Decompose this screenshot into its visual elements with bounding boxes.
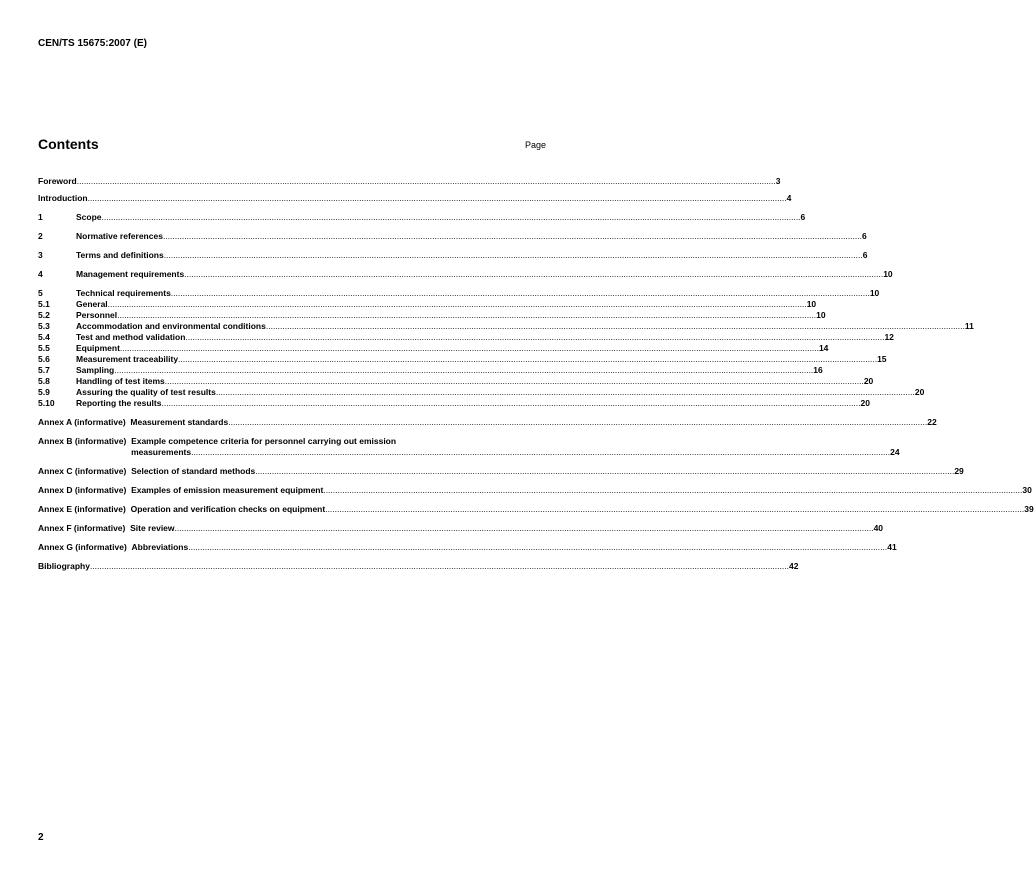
toc-title: Scope <box>76 212 102 222</box>
toc-page-number: 41 <box>887 542 897 552</box>
toc-title: Examples of emission measurement equipment <box>131 485 324 495</box>
toc-page-number: 40 <box>873 523 884 533</box>
toc-annex-label: Annex B (informative) <box>38 436 127 446</box>
toc-entry-section-1[interactable] <box>38 212 806 223</box>
toc-leader-dots <box>117 310 816 321</box>
toc-page-number: 10 <box>806 299 817 309</box>
toc-title-line-2: measurements <box>131 447 192 457</box>
toc-page-number: 29 <box>954 466 964 476</box>
toc-leader-dots <box>255 466 954 477</box>
toc-entry-annex-c[interactable] <box>38 466 964 477</box>
toc-entry-section-5-1[interactable] <box>38 299 817 310</box>
toc-title: Equipment <box>76 343 120 353</box>
toc-leader-dots <box>77 176 776 187</box>
toc-leader-dots <box>184 269 883 280</box>
toc-section-number: 3 <box>38 250 43 260</box>
toc-leader-dots <box>191 447 890 458</box>
toc-title: Handling of test items <box>76 376 165 386</box>
toc-page-number: 39 <box>1024 504 1034 514</box>
toc-section-number: 1 <box>38 212 43 222</box>
toc-leader-dots <box>323 485 1022 496</box>
toc-section-number: 4 <box>38 269 43 279</box>
toc-page-number: 10 <box>883 269 893 279</box>
toc-page-number: 20 <box>860 398 870 408</box>
toc-page-number: 11 <box>964 321 974 331</box>
toc-entry-bibliography[interactable] <box>38 561 799 572</box>
toc-leader-dots <box>88 193 787 204</box>
toc-section-number: 5.3 <box>38 321 50 331</box>
document-id: CEN/TS 15675:2007 (E) <box>38 38 147 49</box>
toc-page-number: 6 <box>800 212 806 222</box>
toc-leader-dots <box>102 212 801 223</box>
toc-page-number: 20 <box>914 387 925 397</box>
toc-leader-dots <box>228 417 927 428</box>
toc-entry-section-5[interactable] <box>38 288 880 299</box>
toc-entry-section-5-9[interactable] <box>38 387 925 398</box>
toc-section-number: 5.7 <box>38 365 50 375</box>
toc-leader-dots <box>90 561 789 572</box>
toc-title: Selection of standard methods <box>131 466 256 476</box>
toc-entry-annex-b[interactable] <box>38 436 900 458</box>
toc-entry-annex-d[interactable] <box>38 485 1032 496</box>
toc-section-number: 5.2 <box>38 310 50 320</box>
toc-page-number: 6 <box>861 231 867 241</box>
toc-leader-dots <box>165 376 864 387</box>
toc-entry-annex-a[interactable] <box>38 417 937 428</box>
toc-section-number: 5.9 <box>38 387 50 397</box>
toc-entry-foreword[interactable] <box>38 176 781 187</box>
toc-title: Personnel <box>76 310 118 320</box>
page-number: 2 <box>38 832 44 843</box>
toc-entry-section-4[interactable] <box>38 269 893 280</box>
toc-annex-label: Annex G (informative) <box>38 542 127 552</box>
toc-entry-section-3[interactable] <box>38 250 868 261</box>
toc-leader-dots <box>175 523 874 534</box>
toc-section-number: 5.8 <box>38 376 50 386</box>
toc-annex-label: Annex D (informative) <box>38 485 127 495</box>
toc-title: Accommodation and environmental conditions <box>76 321 266 331</box>
page-column-label: Page <box>524 140 546 150</box>
toc-leader-dots <box>120 343 819 354</box>
page-title: Contents <box>38 136 99 152</box>
toc-leader-dots <box>163 231 862 242</box>
toc-entry-section-5-7[interactable] <box>38 365 823 376</box>
toc-page-number: 24 <box>890 447 900 457</box>
toc-page-number: 6 <box>862 250 868 260</box>
toc-title-line-1: Example competence criteria for personnel carrying out emission <box>131 436 397 446</box>
toc-entry-section-5-4[interactable] <box>38 332 894 343</box>
toc-entry-section-5-3[interactable] <box>38 321 974 332</box>
toc-title: Introduction <box>38 193 88 203</box>
toc-leader-dots <box>164 250 863 261</box>
toc-title: Sampling <box>76 365 115 375</box>
toc-title: Reporting the results <box>76 398 162 408</box>
toc-title: Assuring the quality of test results <box>76 387 216 397</box>
toc-entry-section-5-6[interactable] <box>38 354 887 365</box>
table-of-contents <box>38 176 1034 572</box>
toc-page-number: 16 <box>813 365 823 375</box>
toc-section-number: 5.10 <box>38 398 55 408</box>
toc-leader-dots <box>185 332 884 343</box>
toc-leader-dots <box>114 365 813 376</box>
toc-annex-label: Annex E (informative) <box>38 504 126 514</box>
toc-entry-section-5-10[interactable] <box>38 398 870 409</box>
toc-entry-annex-e[interactable] <box>38 504 1034 515</box>
toc-page-number: 42 <box>788 561 799 571</box>
toc-section-number: 2 <box>38 231 43 241</box>
toc-entry-section-5-2[interactable] <box>38 310 826 321</box>
toc-leader-dots <box>161 398 860 409</box>
toc-annex-label: Annex A (informative) <box>38 417 126 427</box>
toc-leader-dots <box>108 299 807 310</box>
toc-title: Foreword <box>38 176 77 186</box>
toc-title: Normative references <box>76 231 163 241</box>
toc-section-number: 5 <box>38 288 43 298</box>
toc-leader-dots <box>266 321 965 332</box>
toc-title: Operation and verification checks on equipment <box>130 504 326 514</box>
toc-leader-dots <box>178 354 877 365</box>
toc-entry-section-5-8[interactable] <box>38 376 874 387</box>
toc-page-number: 14 <box>818 343 829 353</box>
toc-title: Bibliography <box>38 561 90 571</box>
toc-section-number: 5.5 <box>38 343 50 353</box>
toc-leader-dots <box>216 387 915 398</box>
toc-section-number: 5.1 <box>38 299 50 309</box>
toc-section-number: 5.4 <box>38 332 50 342</box>
toc-annex-label: Annex F (informative) <box>38 523 126 533</box>
toc-leader-dots <box>188 542 887 553</box>
toc-leader-dots <box>325 504 1024 515</box>
toc-title: Management requirements <box>76 269 185 279</box>
toc-title: Abbreviations <box>131 542 189 552</box>
toc-page-number: 15 <box>877 354 887 364</box>
toc-title: General <box>76 299 108 309</box>
toc-entry-annex-f[interactable] <box>38 523 884 534</box>
toc-page-number: 30 <box>1022 485 1032 495</box>
toc-entry-introduction[interactable] <box>38 193 792 204</box>
toc-section-number: 5.6 <box>38 354 50 364</box>
toc-annex-label: Annex C (informative) <box>38 466 127 476</box>
toc-entry-section-5-5[interactable] <box>38 343 829 354</box>
toc-page-number: 20 <box>863 376 874 386</box>
toc-title: Measurement traceability <box>76 354 179 364</box>
toc-entry-annex-g[interactable] <box>38 542 897 553</box>
toc-leader-dots <box>171 288 870 299</box>
toc-page-number: 12 <box>884 332 894 342</box>
toc-page-number: 4 <box>786 193 792 203</box>
toc-title: Terms and definitions <box>76 250 164 260</box>
toc-title: Site review <box>130 523 175 533</box>
toc-title: Measurement standards <box>130 417 229 427</box>
toc-entry-section-2[interactable] <box>38 231 867 242</box>
toc-title: Technical requirements <box>76 288 171 298</box>
toc-page-number: 10 <box>816 310 826 320</box>
toc-page-number: 22 <box>927 417 937 427</box>
toc-page-number: 3 <box>775 176 781 186</box>
toc-title: Test and method validation <box>76 332 186 342</box>
toc-page-number: 10 <box>869 288 880 298</box>
